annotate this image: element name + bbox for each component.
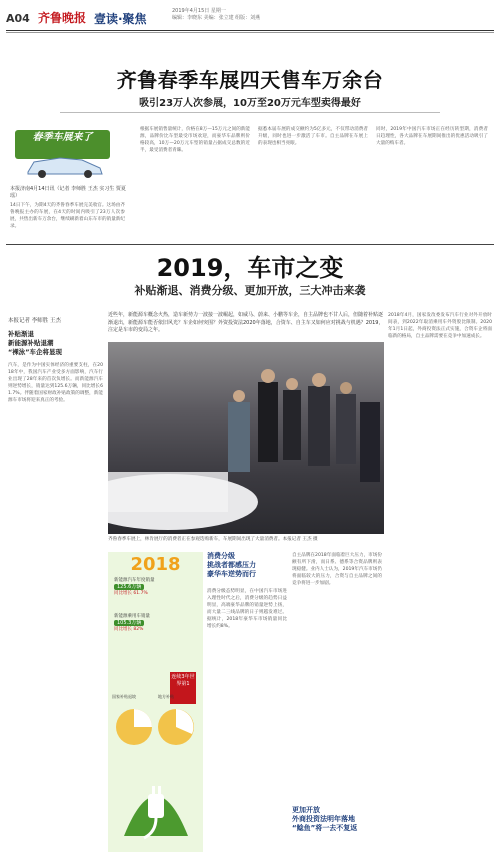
story2-right-column: 自主品牌在2018年面临着巨大压力，市场份额有所下滑，而日系、德系等合资品牌则表现稳健。业内人士认为，2019年汽车市场仍将面临较大的压力，合资与自主品牌之间的竞争将进一步加剧。 (292, 553, 382, 586)
subsection-label-2: 消费分级 (207, 552, 235, 560)
section-divider (6, 244, 494, 245)
pie-label-1: 国家补贴退坡 (112, 694, 136, 699)
nev-infographic (108, 552, 203, 852)
nev-passenger-card (114, 614, 196, 633)
subsection-head-6: “鲶鱼”将一去不复返 (292, 824, 358, 832)
green-plug-icon (114, 766, 198, 846)
meta-date: 2019年4月15日 星期一 (172, 8, 226, 14)
story2-author: 本报记者 李师胜 王杰 (8, 318, 61, 324)
story1-col2: 根据车展销售量统计，价格在8万—15万元之间的新能源，品牌价比车型最受市场欢迎，而豪华车品牌则价格较高，10万—20万元车型的销量占据成交总数的近半，最受消费者青睐。 (140, 127, 250, 153)
nev-sales-value: 125.6万辆 (114, 584, 144, 590)
subsection-head-2: “裸泳”车企将显现 (8, 348, 63, 356)
subsection-head: 新能源补贴退潮 (8, 339, 54, 347)
nev-passenger-value: 105.3万辆 (114, 620, 144, 626)
meta-editors: 编辑：李晓东 美编：张立建 组版：刘燕 (172, 15, 261, 21)
nev-sales-card (114, 578, 196, 597)
subsection-consumption (207, 552, 287, 579)
story1-subheadline: 吸引23万人次参展，10万至20万元车型卖得最好 (139, 98, 361, 109)
story1-headline: 齐鲁春季车展四天售车万余台 (116, 68, 384, 92)
story1-col1: 14日下午，为期4天的齐鲁春季车展完美收官。这场由齐鲁晚报主办的车展，在4天的时间内吸引了23万人次参展，共售出新车万余台，继续刷新着山东车市的销量新纪录。 (10, 203, 125, 229)
subsection-label-3: 更加开放 (292, 806, 320, 814)
subsection-head-5: 外商投资法明年落地 (292, 815, 355, 823)
photo-caption: 齐鲁春季车展上，林肯展厅的消费者正在参观选购新车，车展期间出现了大量消费者。本报记者 王杰 摄 (108, 537, 318, 542)
story2-far-right-column: 2018年4月，国家发改委发布汽车行业对外开放时间表，到2022年取消乘用车外资股比限制。2020年1月1日起，外商投资法正式实施，合资车企将面临新的格局，自主品牌需要在竞争中加速成长。 (388, 313, 492, 339)
story1-col3: 据悉本届车展的成交额约为5亿多元，不仅带动消费者升级，同时也进一步激活了车市。自主品牌在车展上的表现也相当亮眼。 (258, 127, 368, 146)
subsidy-pie-icons (114, 702, 198, 752)
story1-col4: 同时，2019年中国汽车市场正在经历转型期，消费者日趋理性，各大品牌在车展期间推出的优惠活动吸引了大量的购车者。 (376, 127, 488, 146)
nev-passenger-label: 新能源乘用车销量 (114, 614, 150, 619)
story2-left-column: 汽车，是作为中国实体经济的重要支柱，在2018年中，我国汽车产业受多方面影响，汽车行业出现了28年来的首次负增长。而新能源汽车则逆势增长，销量达到125.6万辆，同比增长61.7%。伴随着国家财政补贴政策的调整，新能源车市场将迎来真正的考验。 (8, 363, 103, 403)
ranking-badge: 连续3年世界第1 (170, 672, 196, 704)
subsection-label: 补贴渐退 (8, 330, 34, 338)
section-title: 壹读·聚焦 (94, 12, 147, 26)
story1-byline: 本报济南4月14日讯（记者 李师胜 王杰 实习生 贾夏瑶） (10, 186, 126, 199)
page-header (0, 0, 500, 34)
nev-sales-growth: 同比增长 61.7% (114, 591, 148, 596)
nev-sales-label: 新能源汽车年度销量 (114, 578, 155, 583)
photo-scene (108, 342, 384, 534)
newspaper-brand: 齐鲁晚报 (38, 11, 87, 25)
car-icon (20, 150, 110, 180)
subsection-opening (292, 806, 382, 833)
auto-show-logo: 春季车展来了 (15, 130, 110, 159)
story2-subheadline: 补贴渐退、消费分级、更加开放，三大冲击来袭 (134, 284, 366, 297)
edition-meta (172, 8, 312, 22)
auto-show-photo (108, 342, 384, 534)
story2-intro: 近些年，新能源车概念火热，造车新势力一波接一波崛起，如威马、蔚来、小鹏等车企，自主品牌也不甘人后，但随着补贴逐渐退出，新能源车能否依旧风光？车企如何突围？外资投资法2020年落地，合资车、自主车又如何应对挑战与机遇？2019，注定是车市的变局之年。 (108, 312, 384, 333)
story2-headline: 2019，车市之变 (156, 254, 344, 282)
nev-passenger-growth: 同比增长 82% (114, 627, 144, 632)
infographic-year: 2018 (130, 554, 181, 575)
subsection-subsidy (8, 330, 103, 357)
header-rule (6, 30, 494, 31)
page-number: A04 (6, 12, 30, 25)
story2-mid-column: 消费分级态势明显，在中国汽车市场进入理性时代之后，消费分级的趋势日益明显，高端豪华品牌的销量逆势上扬，而大量二三线品牌的日子则越发难过。据统计，2018年豪华车市场销量同比增长约8%。 (207, 589, 287, 629)
story1-rule (60, 112, 440, 113)
subsection-head-3: 挑战者都感压力 (207, 561, 256, 569)
header-rule-thin (6, 32, 494, 33)
pie-label-2: 地方补贴 (158, 694, 174, 699)
subsection-head-4: 豪华车逆势而行 (207, 570, 256, 578)
